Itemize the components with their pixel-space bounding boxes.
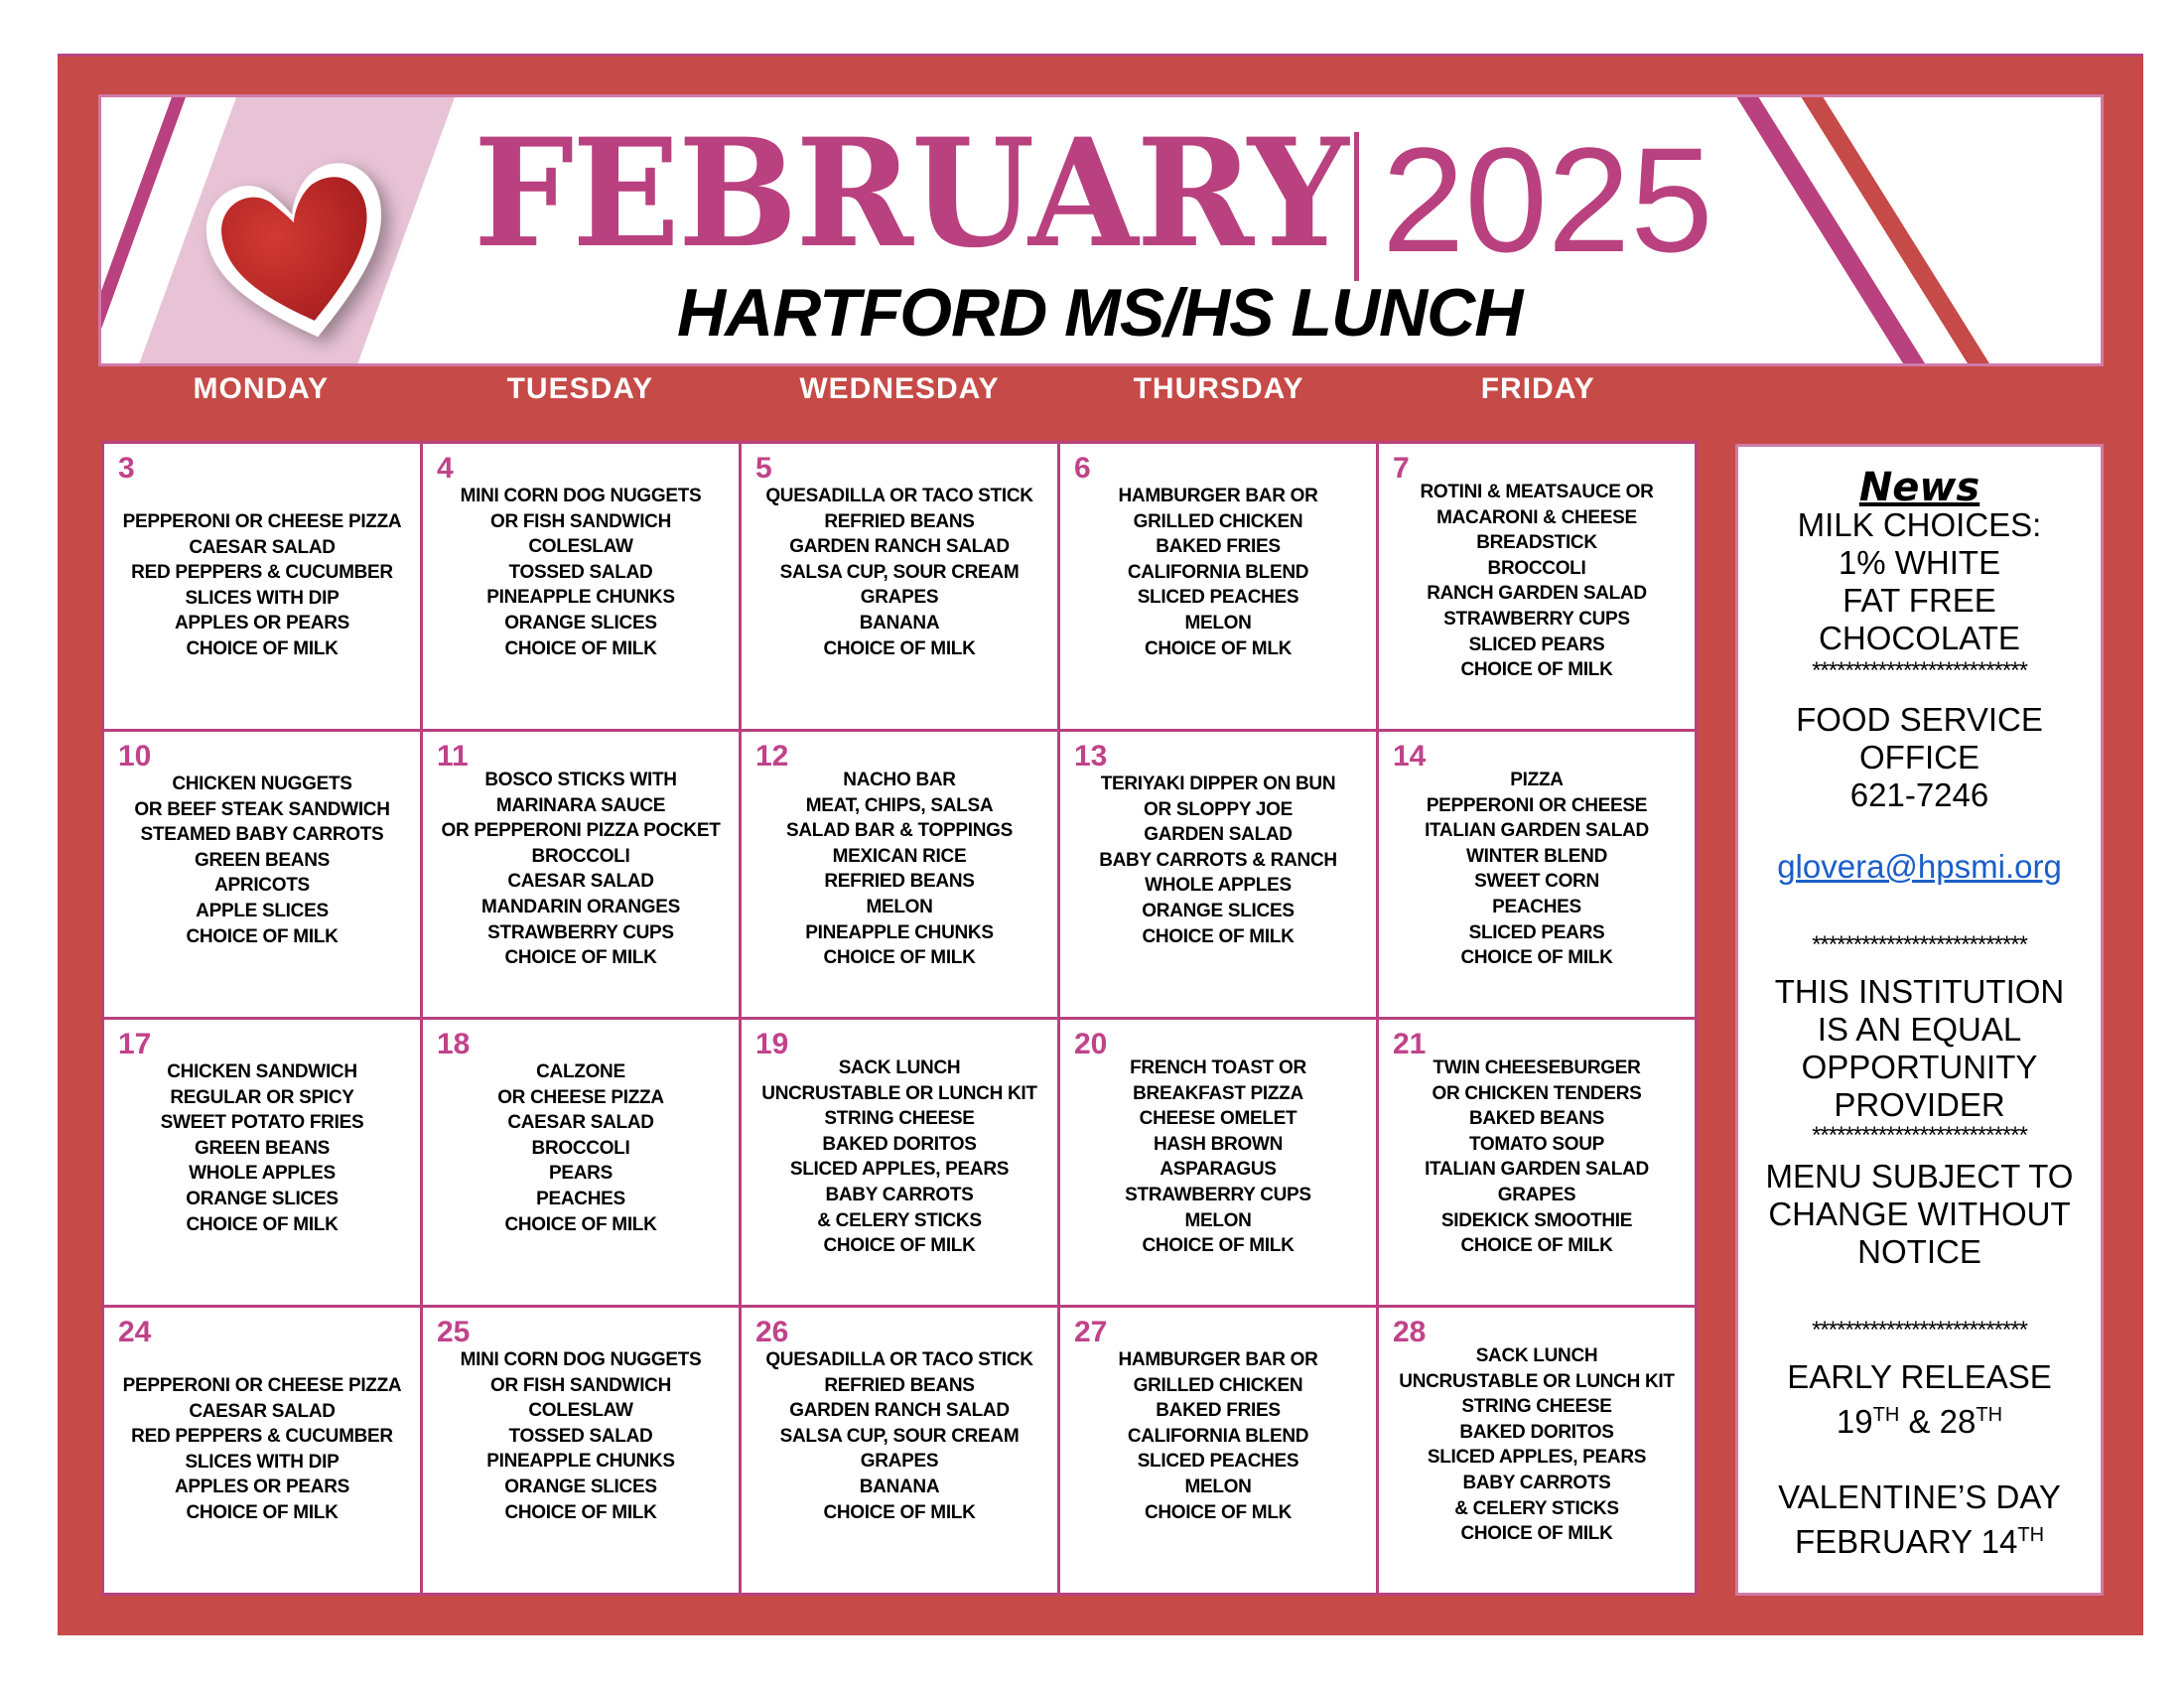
menu-note-line: MENU SUBJECT TO <box>1765 1158 2074 1195</box>
menu-list <box>423 1059 739 1237</box>
menu-item: WHOLE APPLES <box>1145 875 1292 897</box>
menu-item: CHOICE OF MILK <box>1142 925 1295 947</box>
menu-item: MANDARIN ORANGES <box>481 896 680 917</box>
day-cell <box>1379 444 1695 729</box>
heart-icon <box>196 147 404 355</box>
menu-item: PEPPERONI OR CHEESE <box>1426 794 1648 816</box>
menu-item: OR CHEESE PIZZA <box>497 1086 664 1108</box>
menu-item: GARDEN RANCH SALAD <box>789 536 1010 558</box>
menu-item: OR SLOPPY JOE <box>1144 798 1293 820</box>
day-cell <box>104 1308 420 1593</box>
milk-line: MILK CHOICES: <box>1797 506 2042 543</box>
menu-item: RED PEPPERS & CUCUMBER <box>131 1426 393 1448</box>
news-panel <box>1735 444 2104 1596</box>
early-release-title: EARLY RELEASE <box>1787 1358 2052 1395</box>
menu-item: GREEN BEANS <box>194 1137 331 1159</box>
star-divider: ************************** <box>1812 1126 2027 1146</box>
date: FEBRUARY 14 <box>1794 1523 2018 1560</box>
menu-list <box>104 509 420 662</box>
menu-item: SACK LUNCH <box>838 1057 961 1078</box>
menu-item: PINEAPPLE CHUNKS <box>486 587 675 609</box>
menu-item: REFRIED BEANS <box>824 1374 975 1396</box>
milk-line: CHOCOLATE <box>1819 620 2020 656</box>
menu-item: CHOICE OF MILK <box>823 637 976 659</box>
star-divider: ************************** <box>1812 1321 2027 1340</box>
menu-item: MARINARA SAUCE <box>495 794 666 816</box>
menu-item: SLICED APPLES, PEARS <box>789 1159 1010 1181</box>
menu-item: HAMBURGER BAR OR <box>1118 486 1318 506</box>
day-cell <box>104 444 420 729</box>
day-number: 20 <box>1074 1028 1108 1060</box>
menu-item: BAKED FRIES <box>1156 1400 1281 1422</box>
menu-item: ROTINI & MEATSAUCE OR <box>1420 482 1654 502</box>
date: 19 <box>1836 1403 1873 1440</box>
menu-item: BANANA <box>859 1476 940 1497</box>
menu-item: SWEET POTATO FRIES <box>160 1112 364 1134</box>
menu-item: BABY CARROTS <box>1462 1472 1611 1493</box>
equal-line: PROVIDER <box>1834 1086 2005 1123</box>
menu-item: SLICED PEACHES <box>1137 587 1299 609</box>
day-number: 27 <box>1074 1316 1108 1348</box>
weekday-label: MONDAY <box>193 372 330 405</box>
menu-item: SALSA CUP, SOUR CREAM <box>779 561 1020 583</box>
menu-item: BANANA <box>859 612 940 633</box>
menu-item: QUESADILLA OR TACO STICK <box>765 486 1033 506</box>
menu-item: RANCH GARDEN SALAD <box>1427 583 1647 605</box>
menu-item: RED PEPPERS & CUCUMBER <box>131 562 393 584</box>
day-cell <box>104 732 420 1017</box>
ordinal: TH <box>2017 1524 2045 1546</box>
menu-item: OR FISH SANDWICH <box>489 510 672 532</box>
menu-item: OR FISH SANDWICH <box>489 1374 672 1396</box>
weekday-label: FRIDAY <box>1480 372 1595 405</box>
menu-item: MELON <box>866 896 933 917</box>
menu-item: STRING CHEESE <box>1461 1396 1612 1418</box>
ordinal: TH <box>1872 1404 1900 1426</box>
menu-item: CALIFORNIA BLEND <box>1127 1425 1309 1447</box>
menu-note-line: NOTICE <box>1857 1233 1981 1270</box>
menu-item: MEAT, CHIPS, SALSA <box>805 794 994 816</box>
office-line: FOOD SERVICE <box>1796 701 2043 738</box>
menu-list <box>742 768 1057 971</box>
menu-item: COLESLAW <box>528 1400 633 1422</box>
menu-item: CHOICE OF MILK <box>1460 659 1613 681</box>
day-cell <box>1060 1020 1376 1305</box>
menu-item: PEPPERONI OR CHEESE PIZZA <box>122 1375 402 1396</box>
menu-item: SALSA CUP, SOUR CREAM <box>779 1425 1020 1447</box>
day-cell <box>423 732 739 1017</box>
menu-item: GRAPES <box>860 587 939 609</box>
menu-item: SACK LUNCH <box>1475 1345 1598 1366</box>
day-number: 17 <box>118 1028 152 1060</box>
menu-item: MELON <box>1184 1476 1252 1497</box>
menu-item: CHOICE OF MILK <box>504 1501 657 1523</box>
menu-item: CHOICE OF MILK <box>186 1501 339 1523</box>
menu-item: CALIFORNIA BLEND <box>1127 561 1309 583</box>
menu-list <box>1060 1055 1376 1259</box>
menu-item: BABY CARROTS <box>825 1184 974 1205</box>
menu-item: BAKED DORITOS <box>1459 1421 1614 1443</box>
day-number: 4 <box>437 452 454 485</box>
menu-item: TWIN CHEESEBURGER <box>1433 1057 1641 1078</box>
ordinal: TH <box>1976 1404 2003 1426</box>
day-number: 24 <box>118 1316 152 1348</box>
day-cell <box>423 1020 739 1305</box>
menu-item: CHOICE OF MILK <box>186 1213 339 1235</box>
day-number: 26 <box>755 1316 789 1348</box>
day-number: 28 <box>1393 1316 1427 1348</box>
menu-item: OR BEEF STEAK SANDWICH <box>134 798 390 820</box>
day-cell <box>742 444 1057 729</box>
menu-item: APRICOTS <box>214 875 310 897</box>
menu-item: SIDEKICK SMOOTHIE <box>1440 1209 1633 1231</box>
menu-item: ORANGE SLICES <box>504 612 657 633</box>
weekday-label: THURSDAY <box>1133 372 1304 405</box>
menu-item: APPLES OR PEARS <box>174 1477 350 1498</box>
amp: & <box>1899 1403 1940 1440</box>
menu-item: GRAPES <box>1497 1184 1576 1205</box>
day-cell <box>742 1020 1057 1305</box>
day-cell <box>1060 444 1376 729</box>
day-cell <box>1379 1308 1695 1593</box>
menu-item: GRAPES <box>860 1451 939 1473</box>
menu-item: WHOLE APPLES <box>189 1163 336 1185</box>
day-number: 11 <box>437 740 469 773</box>
menu-item: STRING CHEESE <box>824 1108 975 1130</box>
day-number: 21 <box>1393 1028 1427 1060</box>
day-number: 6 <box>1074 452 1091 485</box>
day-cell <box>104 1020 420 1305</box>
menu-list <box>1379 768 1695 971</box>
menu-list <box>1379 480 1695 683</box>
menu-list <box>1060 1347 1376 1525</box>
menu-item: MEXICAN RICE <box>832 845 967 867</box>
calendar-grid <box>101 441 1698 1596</box>
menu-item: SLICED PEACHES <box>1137 1451 1299 1473</box>
menu-item: BABY CARROTS & RANCH <box>1099 849 1337 871</box>
menu-item: TOSSED SALAD <box>508 561 653 583</box>
equal-line: THIS INSTITUTION <box>1774 973 2065 1010</box>
menu-item: CHOICE OF MLK <box>1144 637 1293 659</box>
day-number: 3 <box>118 452 135 485</box>
menu-item: COLESLAW <box>528 536 633 558</box>
menu-item: CHEESE OMELET <box>1139 1108 1297 1130</box>
menu-item: CHOICE OF MILK <box>504 1213 657 1235</box>
menu-item: REFRIED BEANS <box>824 510 975 532</box>
day-number: 12 <box>755 740 789 773</box>
menu-item: TERIYAKI DIPPER ON BUN <box>1100 774 1336 794</box>
day-cell <box>1379 732 1695 1017</box>
menu-item: MINI CORN DOG NUGGETS <box>460 486 702 506</box>
menu-item: SLICED PEARS <box>1468 633 1605 655</box>
menu-item: APPLES OR PEARS <box>174 613 350 634</box>
menu-item: CHOICE OF MILK <box>1460 1523 1613 1545</box>
menu-item: ORANGE SLICES <box>504 1476 657 1497</box>
day-number: 5 <box>755 452 772 485</box>
menu-item: HASH BROWN <box>1154 1133 1283 1155</box>
menu-item: HAMBURGER BAR OR <box>1118 1349 1318 1370</box>
menu-item: UNCRUSTABLE OR LUNCH KIT <box>761 1082 1037 1104</box>
menu-item: WINTER BLEND <box>1465 845 1608 867</box>
menu-list <box>1060 772 1376 949</box>
menu-item: ITALIAN GARDEN SALAD <box>1425 820 1649 842</box>
school-subtitle: HARTFORD MS/HS LUNCH <box>677 275 1523 351</box>
menu-item: OR PEPPERONI PIZZA POCKET <box>441 820 721 842</box>
menu-item: SLICED APPLES, PEARS <box>1427 1447 1647 1469</box>
valentines-date <box>1738 1516 2101 1561</box>
weekday-label: WEDNESDAY <box>799 372 1000 405</box>
menu-item: BROCCOLI <box>1487 557 1586 579</box>
menu-list <box>423 1347 739 1525</box>
menu-item: PEARS <box>549 1163 613 1185</box>
menu-item: BREADSTICK <box>1476 532 1597 554</box>
day-cell <box>742 732 1057 1017</box>
menu-item: SLICES WITH DIP <box>185 587 340 609</box>
day-number: 25 <box>437 1316 471 1348</box>
day-cell <box>1060 1308 1376 1593</box>
menu-item: MINI CORN DOG NUGGETS <box>460 1349 702 1370</box>
menu-item: PEACHES <box>536 1188 625 1209</box>
menu-item: GARDEN RANCH SALAD <box>789 1400 1010 1422</box>
menu-list <box>742 1055 1057 1259</box>
menu-list <box>423 768 739 971</box>
menu-item: PIZZA <box>1510 770 1564 790</box>
menu-item: STRAWBERRY CUPS <box>1125 1184 1311 1205</box>
menu-item: STRAWBERRY CUPS <box>1443 608 1630 630</box>
menu-item: CHICKEN NUGGETS <box>172 774 352 794</box>
menu-item: MELON <box>1184 1209 1252 1231</box>
menu-item: CAESAR SALAD <box>507 1112 654 1134</box>
menu-item: SWEET CORN <box>1474 871 1599 893</box>
day-cell <box>423 1308 739 1593</box>
day-cell <box>1379 1020 1695 1305</box>
menu-item: BAKED BEANS <box>1468 1108 1605 1130</box>
menu-item: QUESADILLA OR TACO STICK <box>765 1349 1033 1370</box>
day-number: 7 <box>1393 452 1410 485</box>
menu-list <box>1060 484 1376 661</box>
menu-list <box>742 484 1057 661</box>
star-divider: ************************** <box>1812 935 2027 955</box>
menu-list <box>423 484 739 661</box>
menu-list <box>1379 1343 1695 1547</box>
menu-item: REFRIED BEANS <box>824 871 975 893</box>
menu-item: CALZONE <box>536 1061 625 1082</box>
menu-item: SLICES WITH DIP <box>185 1451 340 1473</box>
valentines-title: VALENTINE’S DAY <box>1778 1478 2061 1515</box>
equal-line: IS AN EQUAL <box>1817 1011 2022 1048</box>
menu-item: TOSSED SALAD <box>508 1425 653 1447</box>
office-phone: 621-7246 <box>1849 776 1989 813</box>
weekday-header <box>101 372 1698 406</box>
day-cell <box>1060 732 1376 1017</box>
menu-item: GRILLED CHICKEN <box>1133 510 1303 532</box>
news-title: News <box>1858 465 1980 510</box>
menu-list <box>104 772 420 949</box>
menu-item: APPLE SLICES <box>196 900 329 921</box>
menu-item: NACHO BAR <box>843 770 956 790</box>
menu-list <box>104 1373 420 1526</box>
menu-item: CHOICE OF MILK <box>1460 1235 1613 1257</box>
menu-list <box>742 1347 1057 1525</box>
early-release-dates <box>1738 1396 2101 1441</box>
menu-item: PEACHES <box>1492 896 1581 917</box>
menu-item: ORANGE SLICES <box>186 1188 339 1209</box>
milk-line: FAT FREE <box>1843 582 1996 619</box>
menu-item: ITALIAN GARDEN SALAD <box>1425 1159 1649 1181</box>
date: 28 <box>1939 1403 1977 1440</box>
menu-item: CHOICE OF MILK <box>1460 947 1613 969</box>
menu-item: CHOICE OF MILK <box>186 637 339 659</box>
menu-item: OR CHICKEN TENDERS <box>1432 1082 1642 1104</box>
menu-item: CHICKEN SANDWICH <box>167 1061 357 1082</box>
day-number: 10 <box>118 740 152 773</box>
menu-item: STRAWBERRY CUPS <box>487 921 674 943</box>
menu-item: ORANGE SLICES <box>1142 900 1295 921</box>
menu-item: CHOICE OF MLK <box>1144 1501 1293 1523</box>
menu-list <box>104 1059 420 1237</box>
star-divider: ************************** <box>1812 661 2027 681</box>
menu-item: CHOICE OF MILK <box>1142 1235 1295 1257</box>
menu-item: SALAD BAR & TOPPINGS <box>785 820 1013 842</box>
year-title: 2025 <box>1382 116 1713 283</box>
menu-item: CAESAR SALAD <box>507 871 654 893</box>
menu-item: CHOICE OF MILK <box>504 637 657 659</box>
menu-item: BROCCOLI <box>531 1137 630 1159</box>
menu-item: SLICED PEARS <box>1468 921 1605 943</box>
calendar-header <box>98 94 2104 366</box>
office-line: OFFICE <box>1859 739 1979 775</box>
title-divider <box>1354 132 1359 281</box>
email-link[interactable]: glovera@hpsmi.org <box>1777 848 2062 885</box>
menu-item: GRILLED CHICKEN <box>1133 1374 1303 1396</box>
day-cell <box>742 1308 1057 1593</box>
menu-item: BAKED FRIES <box>1156 536 1281 558</box>
menu-item: MACARONI & CHEESE <box>1436 506 1637 528</box>
menu-item: REGULAR OR SPICY <box>170 1086 354 1108</box>
weekday-label: TUESDAY <box>506 372 654 405</box>
menu-item: ASPARAGUS <box>1160 1159 1277 1181</box>
menu-item: BOSCO STICKS WITH <box>484 770 677 790</box>
menu-list <box>1379 1055 1695 1259</box>
menu-item: STEAMED BABY CARROTS <box>140 824 384 846</box>
menu-item: TOMATO SOUP <box>1468 1133 1605 1155</box>
menu-item: PINEAPPLE CHUNKS <box>486 1451 675 1473</box>
menu-item: & CELERY STICKS <box>1454 1497 1619 1519</box>
menu-item: UNCRUSTABLE OR LUNCH KIT <box>1399 1370 1675 1392</box>
menu-item: GARDEN SALAD <box>1144 824 1293 846</box>
day-number: 18 <box>437 1028 471 1060</box>
menu-item: FRENCH TOAST OR <box>1130 1057 1306 1078</box>
menu-note-line: CHANGE WITHOUT <box>1768 1196 2071 1232</box>
menu-item: CHOICE OF MILK <box>186 925 339 947</box>
day-cell <box>423 444 739 729</box>
menu-item: CHOICE OF MILK <box>504 947 657 969</box>
menu-item: CHOICE OF MILK <box>823 947 976 969</box>
day-number: 19 <box>755 1028 789 1060</box>
day-number: 14 <box>1393 740 1427 773</box>
menu-item: PEPPERONI OR CHEESE PIZZA <box>122 511 402 532</box>
menu-item: CAESAR SALAD <box>189 536 336 558</box>
menu-item: CHOICE OF MILK <box>823 1501 976 1523</box>
menu-item: CAESAR SALAD <box>189 1400 336 1422</box>
menu-item: PINEAPPLE CHUNKS <box>805 921 994 943</box>
menu-item: CHOICE OF MILK <box>823 1235 976 1257</box>
menu-item: BREAKFAST PIZZA <box>1133 1082 1303 1104</box>
menu-item: MELON <box>1184 612 1252 633</box>
equal-line: OPPORTUNITY <box>1801 1049 2038 1085</box>
menu-item: BROCCOLI <box>531 845 630 867</box>
menu-item: & CELERY STICKS <box>817 1209 982 1231</box>
day-number: 13 <box>1074 740 1108 773</box>
month-title: FEBRUARY <box>474 106 1347 281</box>
milk-line: 1% WHITE <box>1838 544 2001 581</box>
menu-item: BAKED DORITOS <box>822 1133 977 1155</box>
menu-item: GREEN BEANS <box>194 849 331 871</box>
